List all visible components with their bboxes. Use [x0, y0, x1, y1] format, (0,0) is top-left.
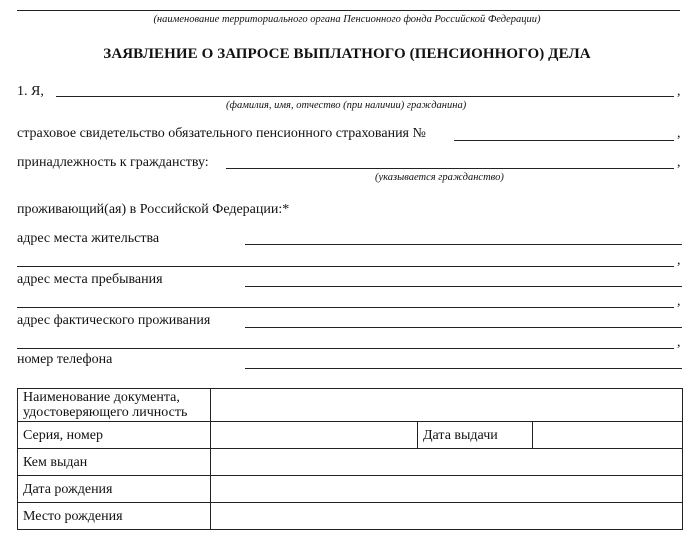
- phone-field[interactable]: [245, 368, 682, 369]
- org-name-line[interactable]: [17, 10, 680, 11]
- birth-place-field[interactable]: [211, 503, 683, 530]
- phone-label: номер телефона: [17, 352, 113, 367]
- snils-field[interactable]: [454, 140, 674, 141]
- comma-mark: ,: [677, 84, 681, 99]
- series-number-field[interactable]: [211, 422, 418, 449]
- org-name-caption: (наименование территориального органа Пенсионного фонда Российской Федерации): [153, 14, 541, 25]
- actual-address-field[interactable]: [245, 327, 682, 328]
- issue-date-label: Дата выдачи: [418, 422, 533, 449]
- stay-address-field-continued[interactable]: [17, 307, 674, 308]
- citizenship-caption: (указывается гражданство): [375, 172, 504, 183]
- actual-address-field-continued[interactable]: [17, 348, 674, 349]
- doc-name-field[interactable]: [211, 389, 683, 422]
- birth-date-field[interactable]: [211, 476, 683, 503]
- stay-address-field[interactable]: [245, 286, 682, 287]
- issued-by-label: Кем выдан: [18, 449, 211, 476]
- birth-date-label: Дата рождения: [18, 476, 211, 503]
- series-number-label: Серия, номер: [18, 422, 211, 449]
- applicant-i-label: 1. Я,: [17, 84, 44, 99]
- stay-address-label: адрес места пребывания: [17, 272, 163, 287]
- id-document-table: [17, 388, 683, 530]
- snils-label: страховое свидетельство обязательного пенсионного страхования №: [17, 126, 426, 141]
- comma-mark: ,: [677, 253, 681, 268]
- citizenship-label: принадлежность к гражданству:: [17, 155, 209, 170]
- registration-address-label: адрес места жительства: [17, 231, 160, 246]
- comma-mark: ,: [677, 155, 681, 170]
- registration-address-field[interactable]: [245, 244, 682, 245]
- issued-by-field[interactable]: [211, 449, 683, 476]
- applicant-name-caption: (фамилия, имя, отчество (при наличии) гражданина): [226, 100, 467, 111]
- doc-name-label: Наименование документа, удостоверяющего личность: [18, 389, 211, 422]
- actual-address-label: адрес фактического проживания: [17, 313, 211, 328]
- comma-mark: ,: [677, 335, 681, 350]
- citizenship-field[interactable]: [226, 168, 674, 169]
- residence-heading: проживающий(ая) в Российской Федерации:*: [17, 202, 290, 217]
- issue-date-field[interactable]: [533, 422, 683, 449]
- registration-address-field-continued[interactable]: [17, 266, 674, 267]
- page-title: ЗАЯВЛЕНИЕ О ЗАПРОСЕ ВЫПЛАТНОГО (ПЕНСИОННОГО) ДЕЛА: [103, 46, 591, 62]
- applicant-name-field[interactable]: [56, 96, 674, 97]
- comma-mark: ,: [677, 294, 681, 309]
- birth-place-label: Место рождения: [18, 503, 211, 530]
- comma-mark: ,: [677, 126, 681, 141]
